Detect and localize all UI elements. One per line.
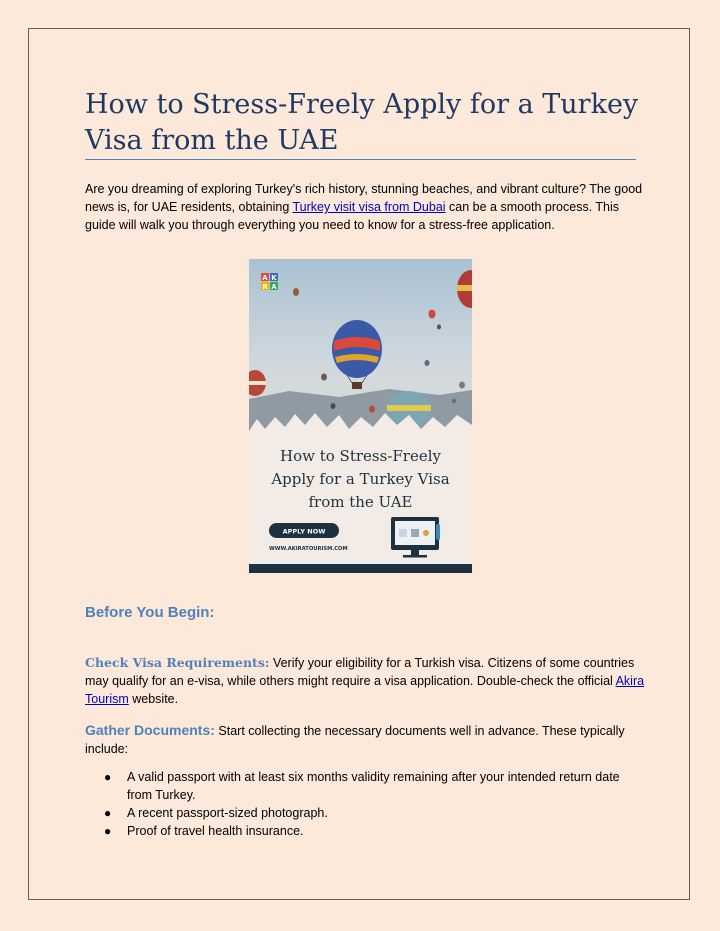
list-item	[85, 822, 645, 840]
document-bullet-list	[85, 768, 645, 840]
hero-image	[249, 259, 472, 573]
list-item	[85, 804, 645, 822]
turkey-visa-link[interactable]: Turkey visit visa from Dubai	[292, 200, 446, 214]
logo-letter-a: A	[262, 274, 268, 282]
title-divider	[85, 159, 636, 160]
bullet-text-passport: A valid passport with at least six months validity remaining after your intended return date from Turkey.	[127, 770, 620, 802]
gather-documents-text: Start collecting the necessary documents well in advance. These typically include:	[85, 724, 625, 756]
apply-now-label: APPLY NOW	[282, 527, 326, 536]
hero-title-line-3: from the UAE	[308, 493, 413, 511]
website-url: WWW.AKIRATOURISM.COM	[269, 546, 348, 552]
logo-letter-r: R	[262, 283, 268, 291]
hero-title-line-2: Apply for a Turkey Visa	[271, 470, 450, 488]
check-visa-lead: Check Visa Requirements:	[85, 655, 270, 670]
check-visa-paragraph	[85, 654, 645, 708]
intro-text-1: Are you dreaming of exploring Turkey's rich history, stunning beaches, and vibrant culture? The good news is, for UAE residents, obtaining	[85, 182, 643, 214]
gather-documents-paragraph	[85, 721, 645, 758]
logo-letter-k: K	[271, 274, 277, 282]
check-visa-text-2: website.	[128, 692, 179, 706]
before-you-begin-heading: Before You Begin:	[85, 604, 215, 621]
page-title: How to Stress-Freely Apply for a Turkey Visa from the UAE	[85, 89, 639, 156]
bullet-text-insurance: Proof of travel health insurance.	[127, 824, 304, 838]
hero-footer-bar	[249, 564, 472, 573]
intro-paragraph	[85, 180, 645, 234]
bullet-text-photo: A recent passport-sized photograph.	[127, 806, 328, 820]
bullet-icon: ●	[104, 824, 112, 838]
logo-letter-a2: A	[271, 283, 277, 291]
bullet-icon: ●	[104, 806, 112, 820]
list-item	[85, 768, 645, 804]
bullet-icon: ●	[104, 770, 112, 784]
hero-title-line-1: How to Stress-Freely	[280, 447, 441, 465]
gather-documents-lead: Gather Documents:	[85, 722, 215, 738]
akira-tourism-link[interactable]: Akira Tourism	[85, 674, 645, 706]
check-visa-text-1: Verify your eligibility for a Turkish visa. Citizens of some countries may qualify for an e-visa, while others might require a visa application. Double-check the official	[85, 656, 635, 688]
intro-text-2: can be a smooth process. This guide will walk you through everything you need to know for a stress-free application.	[85, 200, 620, 232]
